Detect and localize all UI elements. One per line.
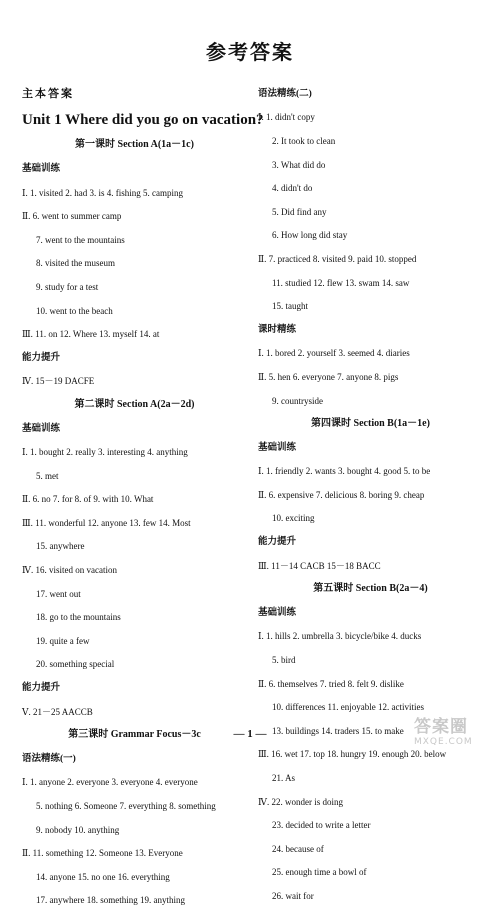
section-heading: [22, 157, 247, 181]
section-heading: [258, 318, 483, 342]
answer-line: [22, 794, 247, 818]
section-heading: [258, 436, 483, 460]
answer-line: [22, 228, 247, 252]
answer-line: [22, 841, 247, 865]
answer-line: [22, 605, 247, 629]
section-heading: [258, 82, 483, 106]
answer-line: [22, 889, 247, 912]
answer-line-text: Ⅱ. 11. something 12. Someone 13. Everyone: [22, 848, 183, 859]
answer-line-text: 10. differences 11. enjoyable 12. activities: [272, 702, 424, 713]
answer-line: [258, 837, 483, 861]
unit-title: [22, 106, 264, 134]
answer-line-text: Ⅰ. 1. hills 2. umbrella 3. bicycle/bike 4. ducks: [258, 631, 422, 642]
main-heading: [22, 82, 247, 106]
section-heading-text: 基础训练: [258, 607, 297, 618]
answer-line-text: 21. As: [272, 773, 296, 784]
answer-line: [22, 440, 247, 464]
answer-line-text: 11. studied 12. flew 13. swam 14. saw: [272, 277, 410, 288]
answer-line-text: 26. wait for: [272, 890, 314, 901]
answer-line-text: Ⅲ. 11. on 12. Where 13. myself 14. at: [22, 329, 160, 340]
answer-line-text: 10. went to the beach: [36, 305, 113, 316]
answer-line: [22, 558, 247, 582]
section-heading-text: 能力提升: [258, 537, 297, 548]
answer-line-text: Ⅱ. 5. hen 6. everyone 7. anyone 8. pigs: [258, 371, 399, 382]
lesson-heading-text: 第四课时 Section B(1a－1e): [311, 418, 430, 430]
answer-line-text: 19. quite a few: [36, 635, 90, 646]
main-heading-text: 主本答案: [22, 87, 74, 100]
answer-line: [22, 700, 247, 724]
left-column: [22, 82, 264, 912]
answer-line: [258, 153, 483, 177]
answer-line: [258, 176, 483, 200]
answer-line: [22, 181, 247, 205]
answer-line-text: Ⅰ. 1. bought 2. really 3. interesting 4. anything: [22, 447, 188, 458]
lesson-heading: [258, 577, 483, 601]
answer-line: [22, 535, 247, 559]
answer-line-text: 17. anywhere 18. something 19. anything: [36, 895, 185, 906]
answer-line-text: 15. taught: [272, 301, 308, 312]
section-heading-text: 能力提升: [22, 352, 61, 363]
answer-line: [22, 582, 247, 606]
answer-line: [258, 790, 483, 814]
answer-line: [22, 322, 247, 346]
answer-line-text: 18. go to the mountains: [36, 612, 121, 623]
answer-line-text: 17. went out: [36, 588, 81, 599]
answer-line: [22, 629, 247, 653]
section-heading: [258, 601, 483, 625]
answer-line: [258, 460, 483, 484]
answer-line-text: Ⅱ. 6. went to summer camp: [22, 211, 122, 222]
answer-line-text: Ⅰ. 1. visited 2. had 3. is 4. fishing 5. camping: [22, 187, 184, 198]
answer-line-text: 5. met: [36, 470, 59, 481]
answer-line-text: 10. exciting: [272, 513, 315, 524]
right-column: [258, 82, 483, 908]
answer-line-text: 5. Did find any: [272, 206, 327, 217]
answer-line-text: 9. nobody 10. anything: [36, 824, 120, 835]
answer-line: [258, 200, 483, 224]
lesson-heading-text: 第三课时 Grammar Focus－3c: [68, 729, 201, 741]
answer-line-text: Ⅱ. 6. themselves 7. tried 8. felt 9. dislike: [258, 678, 404, 689]
answer-line: [258, 247, 483, 271]
answer-line-text: Ⅳ. 22. wonder is doing: [258, 796, 343, 807]
answer-line-text: 3. What did do: [272, 159, 326, 170]
lesson-heading: [22, 393, 247, 417]
answer-line: [22, 252, 247, 276]
answer-line: [22, 511, 247, 535]
watermark-url: MXQE.COM: [414, 737, 473, 747]
answer-line-text: 14. anyone 15. no one 16. everything: [36, 871, 170, 882]
answer-line-text: Ⅲ. 16. wet 17. top 18. hungry 19. enough 20. below: [258, 749, 447, 760]
lesson-heading-text: 第二课时 Section A(2a－2d): [74, 398, 195, 410]
answer-line: [258, 884, 483, 908]
answer-line: [22, 370, 247, 394]
answer-line: [22, 818, 247, 842]
section-heading-text: 课时精练: [258, 324, 297, 335]
lesson-heading-text: 第一课时 Section A(1a－1c): [75, 139, 194, 151]
answer-line: [22, 653, 247, 677]
answer-line: [258, 389, 483, 413]
answer-line-text: Ⅲ. 11. wonderful 12. anyone 13. few 14. Most: [22, 517, 191, 528]
section-heading: [22, 747, 247, 771]
section-heading-text: 语法精练(二): [258, 88, 312, 99]
answer-line: [258, 766, 483, 790]
answer-line-text: 4. didn't do: [272, 183, 313, 194]
answer-line-text: 25. enough time a bowl of: [272, 867, 367, 878]
answer-line-text: 9. countryside: [272, 395, 323, 406]
answer-line: [258, 554, 483, 578]
answer-line: [258, 294, 483, 318]
answer-line-text: Ⅰ. 1. bored 2. yourself 3. seemed 4. diaries: [258, 348, 410, 359]
answer-line-text: Ⅰ. 1. didn't copy: [258, 112, 315, 123]
section-heading: [258, 530, 483, 554]
answer-line: [258, 224, 483, 248]
answer-line-text: 24. because of: [272, 843, 324, 854]
answer-line: [258, 813, 483, 837]
answer-line: [258, 672, 483, 696]
section-heading-text: 能力提升: [22, 683, 61, 694]
answer-line-text: 8. visited the museum: [36, 258, 115, 269]
answer-line: [258, 483, 483, 507]
answer-line: [22, 275, 247, 299]
watermark-logo: [414, 712, 492, 748]
section-heading-text: 基础训练: [22, 423, 61, 434]
answer-line-text: Ⅳ. 15－19 DACFE: [22, 376, 95, 387]
answer-line: [22, 488, 247, 512]
section-heading-text: 语法精练(一): [22, 753, 76, 764]
answer-line-text: Ⅳ. 16. visited on vacation: [22, 565, 117, 576]
answer-line-text: 6. How long did stay: [272, 230, 348, 241]
answer-line: [258, 271, 483, 295]
answer-line-text: Ⅱ. 7. practiced 8. visited 9. paid 10. stopped: [258, 253, 417, 264]
section-heading: [22, 417, 247, 441]
answer-line-text: Ⅱ. 6. expensive 7. delicious 8. boring 9. cheap: [258, 489, 425, 500]
answer-line-text: 5. nothing 6. Someone 7. everything 8. something: [36, 801, 216, 812]
answer-line-text: 7. went to the mountains: [36, 234, 125, 245]
answer-line-text: 15. anywhere: [36, 541, 85, 552]
answer-line: [22, 464, 247, 488]
answer-line: [258, 861, 483, 885]
lesson-heading: [22, 134, 247, 158]
answer-line: [258, 129, 483, 153]
answer-line-text: 2. It took to clean: [272, 135, 336, 146]
answer-line: [22, 299, 247, 323]
answer-line-text: 13. buildings 14. traders 15. to make: [272, 725, 404, 736]
section-heading-text: 基础训练: [22, 163, 61, 174]
answer-line: [258, 106, 483, 130]
answer-line-text: Ⅱ. 6. no 7. for 8. of 9. with 10. What: [22, 494, 154, 505]
answer-line: [22, 204, 247, 228]
answer-line-text: Ⅰ. 1. anyone 2. everyone 3. everyone 4. everyone: [22, 777, 198, 788]
section-heading: [22, 676, 247, 700]
lesson-heading-text: 第五课时 Section B(2a－4): [313, 583, 428, 595]
page-number: — 1 —: [233, 728, 267, 740]
answer-line-text: Ⅰ. 1. friendly 2. wants 3. bought 4. good 5. to be: [258, 466, 431, 477]
answer-line-text: 20. something special: [36, 659, 115, 670]
answer-line-text: 5. bird: [272, 655, 296, 666]
answer-line: [258, 625, 483, 649]
answer-line-text: Ⅴ. 21－25 AACCB: [22, 706, 93, 717]
answer-line-text: 9. study for a test: [36, 281, 99, 292]
answer-line-text: Ⅲ. 11－14 CACB 15－18 BACC: [258, 560, 381, 571]
answer-line: [22, 865, 247, 889]
answer-line: [258, 365, 483, 389]
answer-line: [258, 342, 483, 366]
answer-line: [258, 507, 483, 531]
unit-title-text: Unit 1 Where did you go on vacation?: [22, 111, 264, 128]
answer-line: [22, 771, 247, 795]
lesson-heading: [258, 412, 483, 436]
section-heading-text: 基础训练: [258, 442, 297, 453]
page-title: 参考答案: [206, 42, 294, 64]
answer-line-text: 23. decided to write a letter: [272, 820, 371, 831]
answer-line: [258, 648, 483, 672]
section-heading: [22, 346, 247, 370]
watermark-text: 答案圈: [414, 717, 468, 737]
